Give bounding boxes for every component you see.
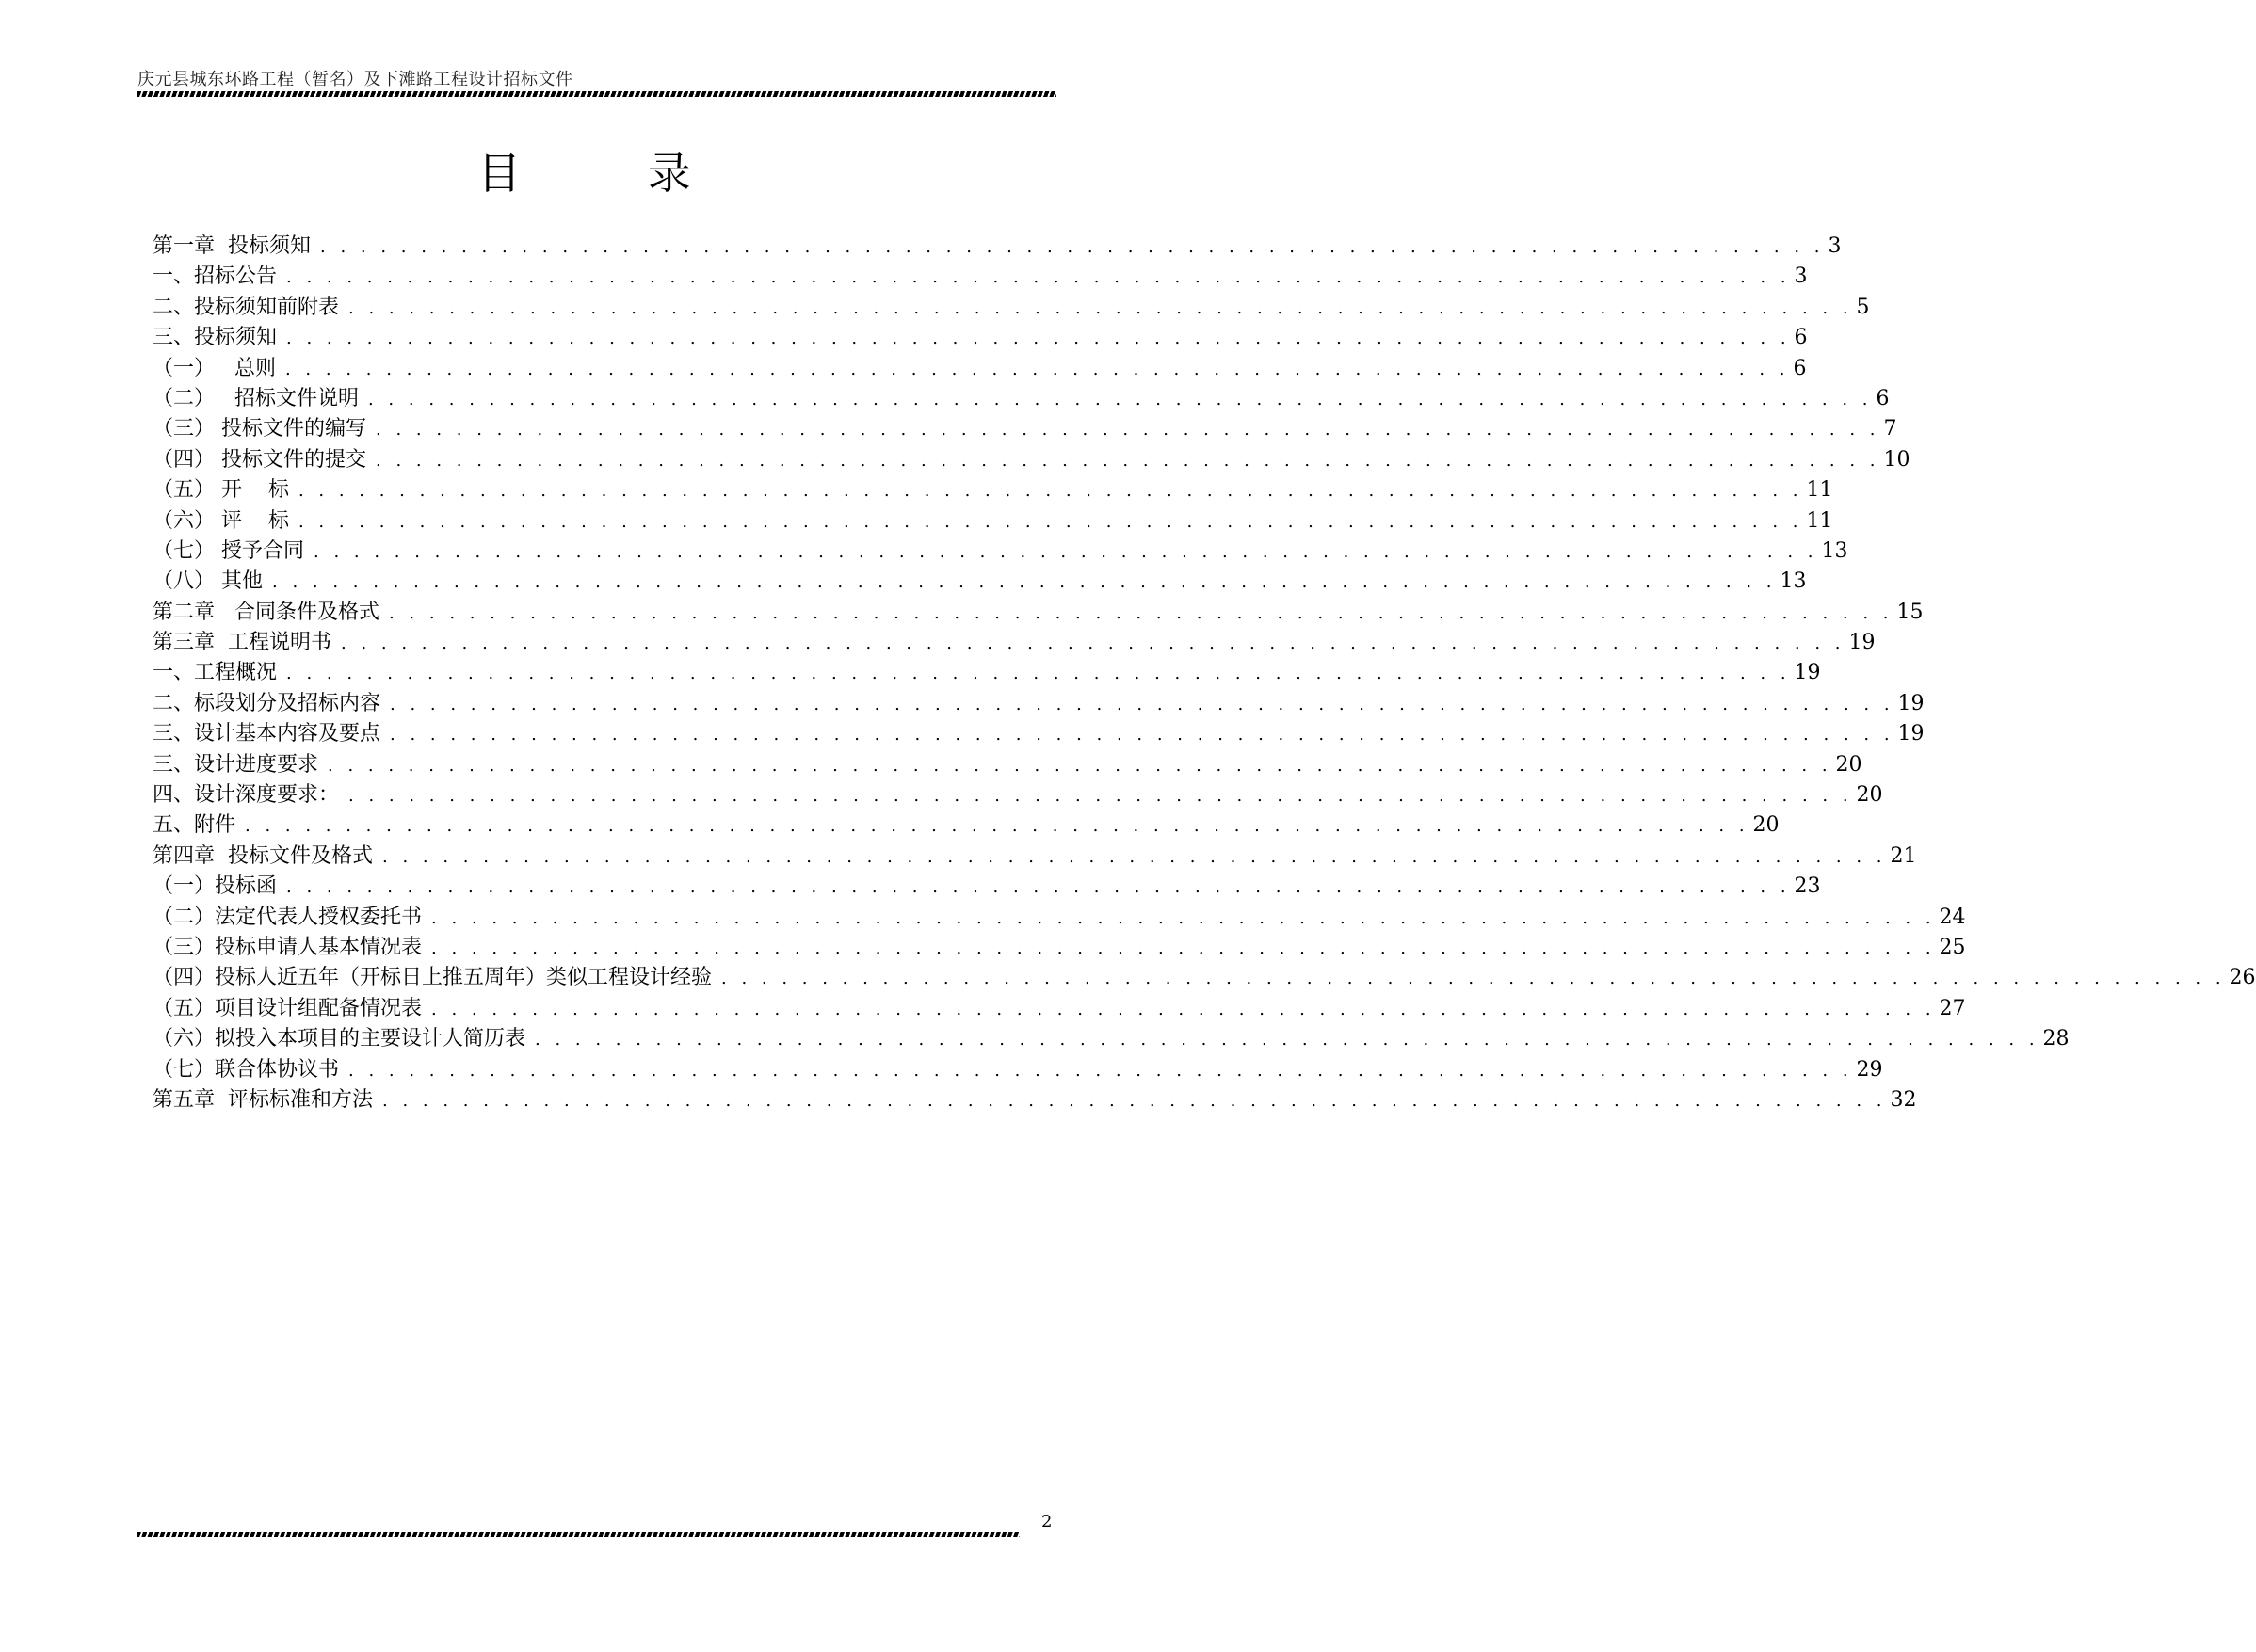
toc-page-number: 5	[1856, 295, 1870, 319]
toc-entry-text: 一、工程概况	[153, 661, 278, 685]
toc-entry[interactable]	[153, 872, 1821, 902]
toc-entry-text: 三、设计进度要求	[153, 752, 319, 777]
toc-entry[interactable]	[153, 780, 1883, 810]
toc-leader-dots: . . . . . . . . . . . . . . . . . . . . . . . . . . . . . . . . . . . . . . . . . . . . . . . . . . . . . . . . . . . . . . . . . . . . . . . . . . .	[284, 359, 1790, 379]
toc-page-number: 13	[1821, 538, 1848, 563]
toc-page-number: 29	[1856, 1057, 1883, 1082]
toc-entry[interactable]	[153, 658, 1821, 688]
toc-page-number: 6	[1793, 356, 1807, 380]
toc-leader-dots: . . . . . . . . . . . . . . . . . . . . . . . . . . . . . . . . . . . . . . . . . . . . . . . . . . . . . . . . . . . . . . . . . . . . . . . . . . .	[376, 450, 1880, 471]
toc-page-number: 20	[1856, 783, 1883, 808]
table-of-contents	[153, 232, 2256, 1115]
toc-entry-text: 第三章 工程说明书	[153, 631, 331, 655]
toc-entry[interactable]	[153, 1024, 2070, 1054]
toc-entry[interactable]	[153, 810, 1780, 841]
toc-entry[interactable]	[153, 475, 1833, 505]
toc-entry[interactable]	[153, 842, 1917, 872]
toc-entry[interactable]	[153, 628, 1876, 658]
toc-entry-text: （三） 投标文件的编写	[153, 417, 366, 441]
toc-entry[interactable]	[153, 963, 2256, 993]
toc-entry-text: 第一章 投标须知	[153, 234, 311, 258]
toc-entry[interactable]	[153, 1085, 1917, 1115]
toc-page-number: 19	[1848, 631, 1876, 655]
toc-leader-dots: . . . . . . . . . . . . . . . . . . . . . . . . . . . . . . . . . . . . . . . . . . . . . . . . . . . . . . . . . . . . . . . . . . . . . . . . . . .	[535, 1030, 2039, 1051]
toc-page-number: 13	[1780, 569, 1807, 594]
toc-entry-text: 一、招标公告	[153, 265, 278, 289]
toc-entry[interactable]	[153, 445, 1910, 475]
toc-leader-dots: . . . . . . . . . . . . . . . . . . . . . . . . . . . . . . . . . . . . . . . . . . . . . . . . . . . . . . . . . . . . . . . . . . . . . . . . . . .	[431, 938, 1936, 958]
toc-entry-text: 四、设计深度要求：	[153, 783, 340, 808]
toc-page-number: 19	[1794, 661, 1821, 685]
toc-leader-dots: . . . . . . . . . . . . . . . . . . . . . . . . . . . . . . . . . . . . . . . . . . . . . . . . . . . . . . . . . . . . . . . . . . . . . . . . . . .	[298, 511, 1803, 532]
toc-page-number: 11	[1806, 478, 1833, 503]
toc-entry-text: 二、标段划分及招标内容	[153, 691, 381, 715]
toc-page-number: 26	[2229, 966, 2256, 990]
toc-page-number: 20	[1752, 813, 1780, 838]
toc-entry-text: 五、附件	[153, 813, 236, 838]
toc-page-number: 28	[2042, 1027, 2070, 1051]
toc-entry-text: （五） 开 标	[153, 478, 289, 503]
toc-page-number: 25	[1939, 935, 1966, 959]
toc-leader-dots: . . . . . . . . . . . . . . . . . . . . . . . . . . . . . . . . . . . . . . . . . . . . . . . . . . . . . . . . . . . . . . . . . . . . . . . . . . .	[320, 237, 1825, 257]
toc-leader-dots: . . . . . . . . . . . . . . . . . . . . . . . . . . . . . . . . . . . . . . . . . . . . . . . . . . . . . . . . . . . . . . . . . . . . . . . . . . .	[382, 1090, 1887, 1111]
toc-leader-dots: . . . . . . . . . . . . . . . . . . . . . . . . . . . . . . . . . . . . . . . . . . . . . . . . . . . . . . . . . . . . . . . . . . . . . . . . . . .	[286, 329, 1791, 349]
toc-page-number: 19	[1897, 691, 1925, 715]
toc-leader-dots: . . . . . . . . . . . . . . . . . . . . . . . . . . . . . . . . . . . . . . . . . . . . . . . . . . . . . . . . . . . . . . . . . . . . . . . . . . .	[382, 846, 1887, 867]
toc-entry-text: 第四章 投标文件及格式	[153, 843, 373, 868]
toc-entry-text: （四） 投标文件的提交	[153, 447, 366, 472]
toc-leader-dots: . . . . . . . . . . . . . . . . . . . . . . . . . . . . . . . . . . . . . . . . . . . . . . . . . . . . . . . . . . . . . . . . . . . . . . . . . . .	[286, 267, 1791, 288]
toc-leader-dots: . . . . . . . . . . . . . . . . . . . . . . . . . . . . . . . . . . . . . . . . . . . . . . . . . . . . . . . . . . . . . . . . . . . . . . . . . . .	[431, 907, 1936, 928]
toc-entry-text: （二） 招标文件说明	[153, 386, 359, 410]
toc-leader-dots: . . . . . . . . . . . . . . . . . . . . . . . . . . . . . . . . . . . . . . . . . . . . . . . . . . . . . . . . . . . . . . . . . . . . . . . . . . .	[348, 297, 1853, 318]
toc-entry[interactable]	[153, 262, 1808, 292]
toc-page-number: 32	[1890, 1087, 1917, 1112]
toc-page-number: 10	[1883, 447, 1910, 472]
toc-leader-dots: . . . . . . . . . . . . . . . . . . . . . . . . . . . . . . . . . . . . . . . . . . . . . . . . . . . . . . . . . . . . . . . . . . . . . . . . . . .	[298, 481, 1803, 502]
toc-page-number: 11	[1806, 508, 1833, 533]
header-divider	[137, 91, 1056, 97]
document-header-title: 庆元县城东环路工程（暂名）及下滩路工程设计招标文件	[137, 70, 573, 89]
toc-leader-dots: . . . . . . . . . . . . . . . . . . . . . . . . . . . . . . . . . . . . . . . . . . . . . . . . . . . . . . . . . . . . . . . . . . . . . . . . . . .	[314, 541, 1818, 562]
toc-page-number: 23	[1794, 874, 1821, 899]
toc-title: 目 录	[477, 148, 748, 199]
toc-page-number: 19	[1897, 722, 1925, 746]
toc-leader-dots: . . . . . . . . . . . . . . . . . . . . . . . . . . . . . . . . . . . . . . . . . . . . . . . . . . . . . . . . . . . . . . . . . . . . . . . . . . .	[431, 999, 1936, 1019]
toc-leader-dots: . . . . . . . . . . . . . . . . . . . . . . . . . . . . . . . . . . . . . . . . . . . . . . . . . . . . . . . . . . . . . . . . . . . . . . . . . . .	[367, 389, 1873, 409]
toc-entry[interactable]	[153, 323, 1808, 353]
toc-leader-dots: . . . . . . . . . . . . . . . . . . . . . . . . . . . . . . . . . . . . . . . . . . . . . . . . . . . . . . . . . . . . . . . . . . . . . . . . . . .	[348, 1060, 1853, 1081]
toc-entry-text: （二）法定代表人授权委托书	[153, 905, 423, 929]
toc-entry[interactable]	[153, 933, 1966, 963]
toc-entry-text: 第五章 评标标准和方法	[153, 1087, 373, 1112]
toc-entry[interactable]	[153, 598, 1924, 628]
toc-entry-text: 三、投标须知	[153, 326, 278, 350]
toc-entry[interactable]	[153, 567, 1807, 597]
toc-entry-text: （七）联合体协议书	[153, 1057, 340, 1082]
toc-page-number: 20	[1835, 752, 1862, 777]
toc-entry[interactable]	[153, 1055, 1883, 1085]
toc-page-number: 7	[1883, 417, 1897, 441]
toc-entry-text: （八） 其他	[153, 569, 263, 594]
toc-entry[interactable]	[153, 506, 1833, 537]
toc-entry-text: （七） 授予合同	[153, 538, 304, 563]
toc-page-number: 6	[1794, 326, 1808, 350]
toc-leader-dots: . . . . . . . . . . . . . . . . . . . . . . . . . . . . . . . . . . . . . . . . . . . . . . . . . . . . . . . . . . . . . . . . . . . . . . . . . . .	[328, 755, 1832, 776]
toc-leader-dots: . . . . . . . . . . . . . . . . . . . . . . . . . . . . . . . . . . . . . . . . . . . . . . . . . . . . . . . . . . . . . . . . . . . . . . . . . . .	[388, 602, 1893, 623]
toc-page-number: 3	[1794, 265, 1808, 289]
toc-entry-text: （四）投标人近五年（开标日上推五周年）类似工程设计经验	[153, 966, 713, 990]
toc-leader-dots: . . . . . . . . . . . . . . . . . . . . . . . . . . . . . . . . . . . . . . . . . . . . . . . . . . . . . . . . . . . . . . . . . . . . . . . . . . .	[348, 786, 1853, 807]
toc-leader-dots: . . . . . . . . . . . . . . . . . . . . . . . . . . . . . . . . . . . . . . . . . . . . . . . . . . . . . . . . . . . . . . . . . . . . . . . . . . .	[376, 420, 1880, 441]
toc-entry-text: 二、投标须知前附表	[153, 295, 340, 319]
toc-entry[interactable]	[153, 384, 1890, 414]
toc-entry-text: 三、设计基本内容及要点	[153, 722, 381, 746]
toc-entry[interactable]	[153, 689, 1925, 719]
toc-entry-text: （六）拟投入本项目的主要设计人简历表	[153, 1027, 526, 1051]
toc-entry[interactable]	[153, 719, 1925, 749]
toc-leader-dots: . . . . . . . . . . . . . . . . . . . . . . . . . . . . . . . . . . . . . . . . . . . . . . . . . . . . . . . . . . . . . . . . . . . . . . . . . . .	[341, 634, 1845, 654]
toc-entry[interactable]	[153, 354, 1807, 384]
toc-page-number: 21	[1890, 843, 1917, 868]
toc-entry-text: （六） 评 标	[153, 508, 289, 533]
toc-leader-dots: . . . . . . . . . . . . . . . . . . . . . . . . . . . . . . . . . . . . . . . . . . . . . . . . . . . . . . . . . . . . . . . . . . . . . . . . . . .	[272, 572, 1777, 593]
toc-entry[interactable]	[153, 232, 1842, 262]
toc-entry[interactable]	[153, 537, 1848, 567]
toc-entry[interactable]	[153, 994, 1966, 1024]
page-number: 2	[1041, 1512, 1053, 1532]
toc-entry[interactable]	[153, 903, 1966, 933]
toc-page-number: 3	[1828, 234, 1842, 258]
toc-entry[interactable]	[153, 750, 1862, 780]
toc-leader-dots: . . . . . . . . . . . . . . . . . . . . . . . . . . . . . . . . . . . . . . . . . . . . . . . . . . . . . . . . . . . . . . . . . . . . . . . . . . .	[390, 725, 1894, 746]
toc-page-number: 15	[1896, 600, 1924, 624]
toc-entry-text: （一） 总则	[153, 356, 276, 380]
toc-leader-dots: . . . . . . . . . . . . . . . . . . . . . . . . . . . . . . . . . . . . . . . . . . . . . . . . . . . . . . . . . . . . . . . . . . . . . . . . . . .	[286, 877, 1791, 898]
toc-entry-text: （五）项目设计组配备情况表	[153, 996, 423, 1020]
toc-entry[interactable]	[153, 293, 1870, 323]
toc-leader-dots: . . . . . . . . . . . . . . . . . . . . . . . . . . . . . . . . . . . . . . . . . . . . . . . . . . . . . . . . . . . . . . . . . . . . . . . . . . .	[390, 694, 1894, 714]
toc-entry-text: （一）投标函	[153, 874, 278, 899]
toc-entry-text: 第二章 合同条件及格式	[153, 600, 379, 624]
toc-leader-dots: . . . . . . . . . . . . . . . . . . . . . . . . . . . . . . . . . . . . . . . . . . . . . . . . . . . . . . . . . . . . . . . . . . . . . . . . . . .	[721, 969, 2226, 989]
toc-leader-dots: . . . . . . . . . . . . . . . . . . . . . . . . . . . . . . . . . . . . . . . . . . . . . . . . . . . . . . . . . . . . . . . . . . . . . . . . . . .	[245, 816, 1749, 837]
toc-leader-dots: . . . . . . . . . . . . . . . . . . . . . . . . . . . . . . . . . . . . . . . . . . . . . . . . . . . . . . . . . . . . . . . . . . . . . . . . . . .	[286, 664, 1791, 684]
toc-page-number: 27	[1939, 996, 1966, 1020]
footer-divider	[137, 1532, 1020, 1537]
toc-entry-text: （三）投标申请人基本情况表	[153, 935, 423, 959]
toc-page-number: 6	[1876, 386, 1890, 410]
toc-page-number: 24	[1939, 905, 1966, 929]
toc-entry[interactable]	[153, 414, 1897, 444]
